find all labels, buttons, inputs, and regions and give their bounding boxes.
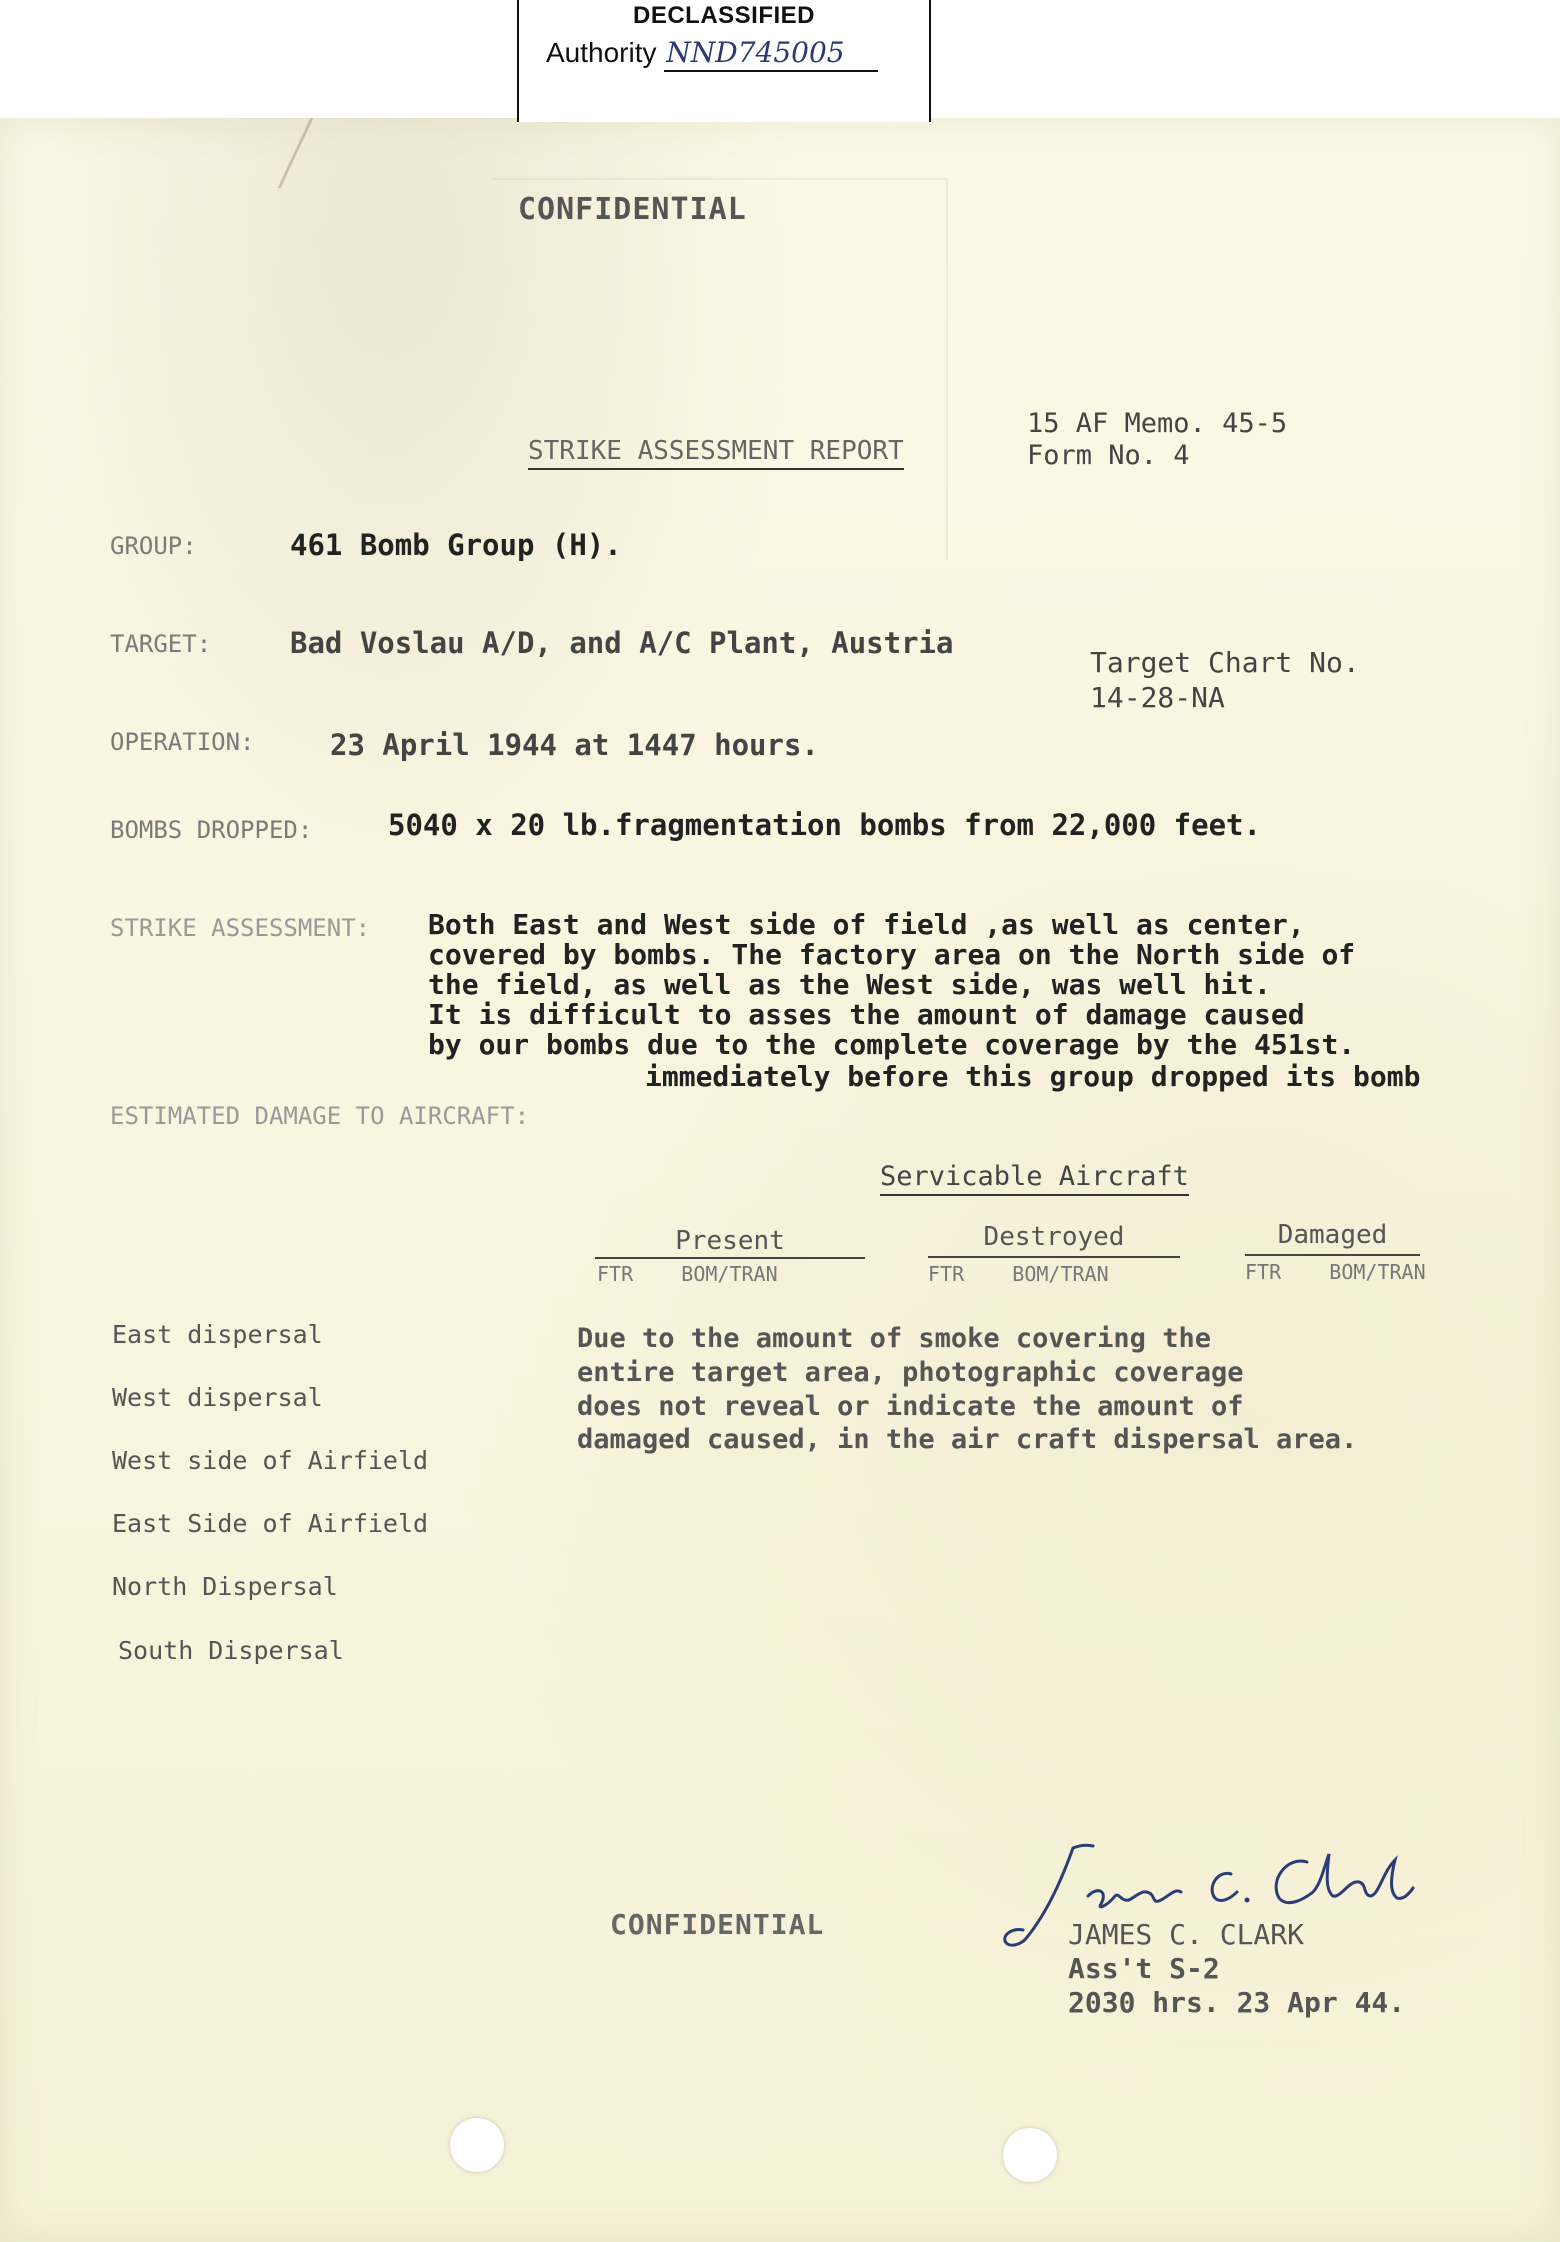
column-damaged-rule bbox=[1245, 1254, 1420, 1256]
authority-label: Authority bbox=[546, 37, 657, 68]
table-note-line-3: does not reveal or indicate the amount of bbox=[577, 1391, 1244, 1422]
group-label: GROUP: bbox=[110, 532, 197, 560]
column-destroyed-rule bbox=[928, 1256, 1180, 1258]
column-destroyed-head: Destroyed bbox=[983, 1222, 1125, 1252]
form-ref-line2: Form No. 4 bbox=[1027, 440, 1190, 471]
row-east-dispersal: East dispersal bbox=[112, 1320, 323, 1349]
column-damaged-sub: FTR BOM/TRAN bbox=[1245, 1260, 1426, 1284]
assessment-label: STRIKE ASSESSMENT: bbox=[110, 914, 371, 942]
assessment-line-1: Both East and West side of field ,as well as center, bbox=[428, 908, 1305, 941]
bombs-value: 5040 x 20 lb.fragmentation bombs from 22,000 feet. bbox=[388, 808, 1261, 842]
target-value: Bad Voslau A/D, and A/C Plant, Austria bbox=[290, 626, 954, 660]
classification-bottom: CONFIDENTIAL bbox=[610, 1908, 825, 1941]
assessment-line-6: immediately before this group dropped its bomb bbox=[645, 1060, 1421, 1093]
faint-bleedthrough-box bbox=[493, 178, 948, 560]
table-note-line-4: damaged caused, in the air craft dispersal area. bbox=[577, 1424, 1358, 1455]
report-title bbox=[528, 436, 904, 466]
form-ref-line1: 15 AF Memo. 45-5 bbox=[1027, 408, 1288, 439]
table-note-line-2: entire target area, photographic coverage bbox=[577, 1357, 1244, 1388]
table-note-line-1: Due to the amount of smoke covering the bbox=[577, 1323, 1211, 1354]
row-north-dispersal: North Dispersal bbox=[112, 1572, 338, 1601]
classification-top: CONFIDENTIAL bbox=[518, 192, 747, 227]
target-chart-line1: Target Chart No. bbox=[1090, 646, 1360, 679]
damage-label: ESTIMATED DAMAGE TO AIRCRAFT: bbox=[110, 1102, 530, 1130]
target-chart-line2: 14-28-NA bbox=[1090, 681, 1225, 714]
punch-hole-right bbox=[1003, 2128, 1057, 2182]
row-south-dispersal: South Dispersal bbox=[118, 1636, 344, 1665]
signer-datetime: 2030 hrs. 23 Apr 44. bbox=[1068, 1986, 1406, 2019]
punch-hole-left bbox=[450, 2118, 504, 2172]
column-damaged-head: Damaged bbox=[1277, 1220, 1388, 1250]
table-title-text: Servicable Aircraft bbox=[880, 1161, 1189, 1196]
signer-name: JAMES C. CLARK bbox=[1068, 1918, 1305, 1951]
report-title-text: STRIKE ASSESSMENT REPORT bbox=[528, 436, 904, 470]
authority-value: NND745005 bbox=[664, 36, 878, 72]
stamp-authority bbox=[546, 36, 878, 72]
row-east-side-airfield: East Side of Airfield bbox=[112, 1509, 429, 1538]
row-west-dispersal: West dispersal bbox=[112, 1383, 323, 1412]
handwritten-signature bbox=[1003, 1836, 1443, 1966]
column-destroyed-sub: FTR BOM/TRAN bbox=[928, 1262, 1109, 1286]
column-present-sub: FTR BOM/TRAN bbox=[597, 1262, 778, 1286]
assessment-line-5: by our bombs due to the complete coverage by the 451st. bbox=[428, 1028, 1356, 1061]
operation-value: 23 April 1944 at 1447 hours. bbox=[330, 728, 819, 762]
table-title bbox=[880, 1161, 1189, 1192]
assessment-line-4: It is difficult to asses the amount of damage caused bbox=[428, 998, 1305, 1031]
assessment-line-3: the field, as well as the West side, was well hit. bbox=[428, 968, 1271, 1001]
assessment-line-2: covered by bombs. The factory area on the North side of bbox=[428, 938, 1356, 971]
paper-crease bbox=[254, 118, 314, 188]
signer-title: Ass't S-2 bbox=[1068, 1952, 1220, 1985]
target-label: TARGET: bbox=[110, 630, 212, 658]
bombs-label: BOMBS DROPPED: bbox=[110, 816, 313, 844]
group-value: 461 Bomb Group (H). bbox=[290, 528, 622, 562]
column-present-head: Present bbox=[675, 1226, 785, 1256]
row-west-side-airfield: West side of Airfield bbox=[112, 1446, 429, 1475]
stamp-title: DECLASSIFIED bbox=[632, 2, 815, 29]
operation-label: OPERATION: bbox=[110, 728, 255, 756]
declassified-stamp bbox=[517, 0, 931, 122]
column-present-rule bbox=[595, 1257, 865, 1259]
